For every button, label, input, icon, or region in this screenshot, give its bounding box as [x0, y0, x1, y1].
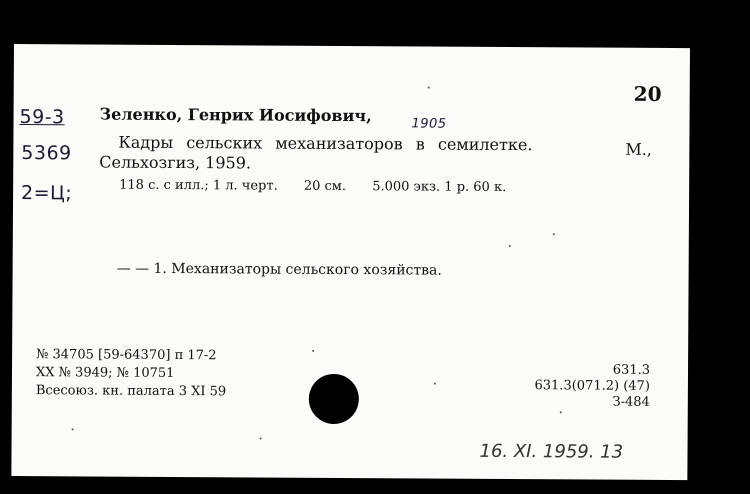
speck: [428, 87, 430, 89]
classification-line-3: З-484: [612, 394, 650, 410]
registry-line-1: № 34705 [59-64370] п 17-2: [36, 347, 217, 364]
handwritten-class-mark-3: 2=Ц;: [21, 182, 73, 205]
speck: [434, 383, 436, 385]
publication-place: М.,: [625, 139, 652, 159]
subject-heading: — — 1. Механизаторы сельского хозяйства.: [116, 260, 442, 279]
copies-price: 5.000 экз. 1 р. 60 к.: [372, 179, 507, 196]
pages-illustrations: 118 с. с илл.; 1 л. черт.: [119, 177, 278, 194]
handwritten-year: 1905: [411, 116, 447, 132]
physical-description: [119, 178, 528, 195]
publisher-year: Сельхозгиз, 1959.: [99, 152, 252, 173]
card-number: 20: [633, 81, 662, 106]
speck: [72, 428, 74, 430]
speck: [260, 438, 262, 440]
registry-line-2: XX № 3949; № 10751: [35, 365, 175, 381]
speck: [560, 411, 562, 413]
book-title: Кадры сельских механизаторов в семилетке.: [118, 132, 533, 155]
classification-line-1: 631.3: [612, 362, 651, 378]
book-size: 20 см.: [303, 178, 347, 195]
registry-line-3: Всесоюз. кн. палата 3 XI 59: [35, 383, 227, 400]
speck: [553, 233, 555, 235]
catalog-card: [11, 44, 690, 480]
speck: [312, 350, 314, 352]
handwritten-date: 16. XI. 1959. 13: [479, 440, 624, 463]
speck: [509, 245, 511, 247]
handwritten-class-mark-2: 5369: [21, 142, 72, 165]
handwritten-class-mark-1: 59-3: [19, 106, 65, 129]
author-heading: Зеленко, Генрих Иосифович,: [99, 104, 372, 126]
classification-line-2: 631.3(071.2) (47): [534, 378, 650, 394]
punch-hole: [309, 374, 359, 424]
